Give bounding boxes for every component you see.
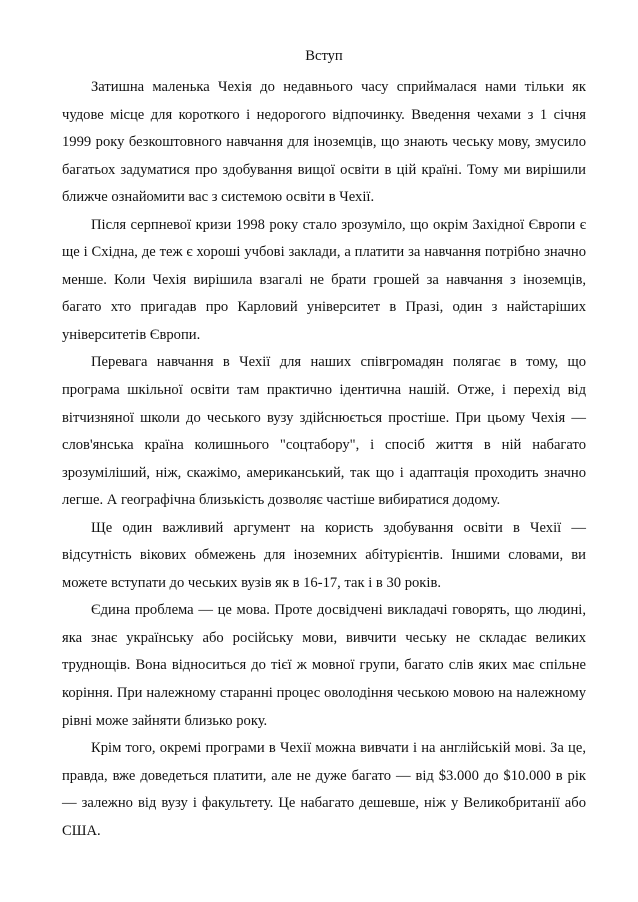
paragraph-6: Крім того, окремі програми в Чехії можна вивчати і на англійській мові. За це, правда, вже доведеться платити, але не дуже багато — від $3.000 до $10.000 в рік — залежно від вузу і факультету. Це набагато дешевше, ніж у Великобританії або США. xyxy=(62,740,586,839)
document-title: Вступ xyxy=(305,48,343,64)
paragraph-3: Перевага навчання в Чехії для наших співгромадян полягає в тому, що програма шкільної освіти там практично ідентична нашій. Отже, і перехід від вітчизняної школи до чеського вузу здійснюється простіше. При цьому Чехія — слов'янська країна колишнього "соцтабору", і спосіб життя в ній набагато зрозуміліший, ніж, скажімо, американський, так що і адаптація проходить значно легше. А географічна близькість дозволяє частіше вибиратися додому. xyxy=(62,354,586,509)
paragraph-5: Єдина проблема — це мова. Проте досвідчені викладачі говорять, що людині, яка знає українську або російську мови, вивчити чеську не складає великих труднощів. Вона відноситься до тієї ж мовної групи, багато слів яких має спільне коріння. При належному старанні процес оволодіння чеською мовою на належному рівні може зайняти близько року. xyxy=(62,602,586,729)
paragraph-4: Ще один важливий аргумент на користь здобування освіти в Чехії — відсутність вікових обмежень для іноземних абітурієнтів. Іншими словами, ви можете вступати до чеських вузів як в 16-17, так і в 30 років. xyxy=(62,519,586,591)
paragraph-1: Затишна маленька Чехія до недавнього часу сприймалася нами тільки як чудове місце для короткого і недорогого відпочинку. Введення чехами з 1 січня 1999 року безкоштовного навчання для іноземців, що знають чеську мову, змусило багатьох задуматися про здобування вищої освіти в цій країні. Тому ми вирішили ближче ознайомити вас з системою освіти в Чехії. xyxy=(62,79,586,206)
document-page xyxy=(62,46,586,845)
paragraph-2: Після серпневої кризи 1998 року стало зрозуміло, що окрім Західної Європи є ще і Східна, де теж є хороші учбові заклади, а платити за навчання потрібно значно менше. Коли Чехія вирішила взагалі не брати грошей за навчання з іноземців, багато хто пригадав про Карловий університет в Празі, один з найстаріших університетів Європи. xyxy=(62,216,586,343)
